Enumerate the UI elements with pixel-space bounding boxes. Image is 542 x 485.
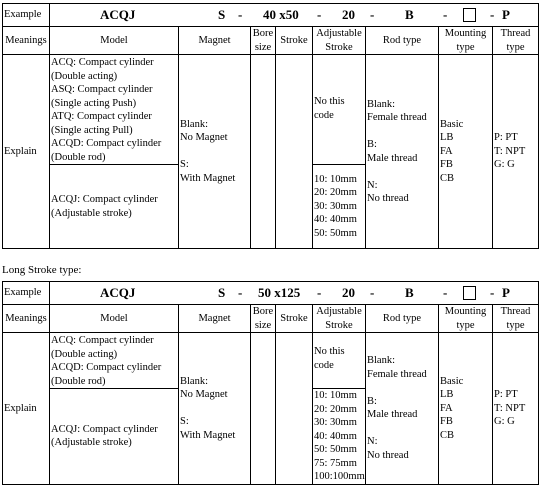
- cell-line: [367, 422, 437, 436]
- cell-line: Male thread: [367, 152, 418, 164]
- header-thread-type: Thread type: [493, 305, 539, 333]
- code-rod: B: [405, 285, 414, 300]
- cell-line: (Double rod): [51, 151, 106, 163]
- cell-line: FB: [440, 416, 453, 427]
- cell-line: B:: [367, 395, 377, 407]
- header-mounting-type: Mounting type: [439, 27, 493, 55]
- cell-line: [367, 381, 437, 395]
- code-series: ACQJ: [100, 7, 136, 22]
- cell-line: No Magnet: [180, 389, 228, 400]
- code-adjustable: 20: [342, 7, 355, 22]
- explain-row: [3, 55, 539, 165]
- cell-line: With Magnet: [180, 429, 236, 441]
- header-meanings: Meanings: [3, 305, 50, 333]
- code-sep: -: [490, 285, 495, 300]
- model-list-bottom: [50, 389, 179, 485]
- cell-line: FA: [440, 145, 453, 157]
- cell-line: ATQ: Compact cylinder: [51, 111, 152, 122]
- magnet-options: [179, 55, 251, 249]
- cell-line: Blank:: [180, 118, 208, 130]
- explain-label: Explain: [3, 55, 50, 249]
- code-option-box: [463, 286, 476, 300]
- cell-line: CB: [440, 429, 455, 441]
- cell-line: LB: [440, 389, 454, 400]
- cell-line: T: NPT: [494, 402, 526, 414]
- header-adjustable-stroke: Adjustable Stroke: [313, 305, 366, 333]
- rod-type-options: [366, 333, 439, 485]
- code-series: ACQJ: [100, 285, 136, 300]
- cell-line: code: [314, 109, 334, 121]
- model-list-top: [50, 333, 179, 389]
- cell-line: Basic: [440, 118, 464, 130]
- header-model: Model: [50, 305, 179, 333]
- code-thread: P: [502, 7, 510, 22]
- cell-line: [180, 145, 249, 159]
- thread-options: [493, 333, 539, 485]
- cell-line: G: G: [494, 159, 515, 171]
- header-stroke: Stroke: [276, 27, 313, 55]
- cell-line: code: [314, 359, 334, 371]
- mounting-options: [439, 333, 493, 485]
- code-size: 40 x50: [263, 7, 299, 22]
- cell-line: LB: [440, 132, 454, 144]
- cell-line: [367, 165, 437, 179]
- code-thread: P: [502, 285, 510, 300]
- code-magnet: S: [218, 285, 226, 300]
- cell-line: With Magnet: [180, 172, 236, 184]
- header-adjustable-stroke: Adjustable Stroke: [313, 27, 366, 55]
- cell-line: G: G: [494, 416, 515, 427]
- model-list-top: [50, 55, 179, 165]
- header-row: [3, 305, 539, 333]
- cell-line: ACQJ: Compact cylinder: [51, 194, 158, 205]
- cell-line: N:: [367, 179, 378, 191]
- code-size: 50 x125: [258, 285, 301, 300]
- header-thread-type: Thread type: [493, 27, 539, 55]
- long-stroke-caption: Long Stroke type:: [2, 264, 82, 276]
- code-sep: -: [238, 7, 243, 22]
- cell-line: 50: 50mm: [314, 227, 357, 239]
- example-label: Example: [3, 4, 50, 27]
- cell-line: (Double acting): [51, 348, 118, 360]
- example-row: [3, 4, 539, 27]
- spec-table-standard: [2, 3, 539, 249]
- spec-table-long-stroke: [2, 281, 539, 485]
- cell-line: No this: [314, 96, 345, 107]
- code-sep: -: [443, 7, 448, 22]
- cell-line: (Double rod): [51, 375, 106, 387]
- cell-line: Blank:: [367, 355, 395, 367]
- cell-line: 75: 75mm: [314, 457, 357, 469]
- cell-line: 10: 10mm: [314, 173, 357, 185]
- model-list-bottom: [50, 165, 179, 249]
- cell-line: P: PT: [494, 132, 518, 144]
- adjustable-values: [313, 165, 366, 249]
- cell-line: ACQJ: Compact cylinder: [51, 423, 158, 435]
- cell-line: [367, 125, 437, 139]
- header-stroke: Stroke: [276, 305, 313, 333]
- cell-line: No Magnet: [180, 132, 228, 144]
- cell-line: T: NPT: [494, 145, 526, 157]
- cell-line: S:: [180, 159, 189, 171]
- code-sep: -: [490, 7, 495, 22]
- thread-options: [493, 55, 539, 249]
- example-row: [3, 282, 539, 305]
- cell-line: Male thread: [367, 409, 418, 421]
- adjustable-values: [313, 389, 366, 485]
- stroke-cell: [276, 333, 313, 485]
- code-sep: -: [238, 285, 243, 300]
- cell-line: 10: 10mm: [314, 390, 357, 401]
- cell-line: 100:100mm: [314, 471, 365, 482]
- cell-line: 20: 20mm: [314, 187, 357, 199]
- cell-line: [180, 402, 249, 416]
- header-meanings: Meanings: [3, 27, 50, 55]
- cell-line: 30: 30mm: [314, 200, 357, 212]
- cell-line: N:: [367, 436, 378, 448]
- rod-type-options: [366, 55, 439, 249]
- cell-line: Female thread: [367, 112, 427, 123]
- header-magnet: Magnet: [179, 27, 251, 55]
- header-row: [3, 27, 539, 55]
- mounting-options: [439, 55, 493, 249]
- cell-line: P: PT: [494, 389, 518, 400]
- cell-line: 30: 30mm: [314, 417, 357, 428]
- header-model: Model: [50, 27, 179, 55]
- cell-line: Blank:: [367, 98, 395, 110]
- cell-line: 40: 40mm: [314, 430, 357, 442]
- cell-line: ACQD: Compact cylinder: [51, 362, 162, 373]
- cell-line: (Adjustable stroke): [51, 207, 132, 219]
- model-code: [50, 282, 539, 305]
- cell-line: FB: [440, 159, 453, 171]
- cell-line: FA: [440, 402, 453, 414]
- code-sep: -: [443, 285, 448, 300]
- explain-label: Explain: [3, 333, 50, 485]
- cell-line: CB: [440, 172, 455, 184]
- cell-line: ACQ: Compact cylinder: [51, 57, 154, 68]
- cell-line: (Single acting Pull): [51, 124, 133, 136]
- bore-size-cell: [251, 55, 276, 249]
- bore-size-cell: [251, 333, 276, 485]
- cell-line: 40: 40mm: [314, 214, 357, 226]
- code-sep: -: [370, 285, 375, 300]
- code-rod: B: [405, 7, 414, 22]
- code-sep: -: [317, 285, 322, 300]
- cell-line: ACQD: Compact cylinder: [51, 138, 162, 149]
- stroke-cell: [276, 55, 313, 249]
- header-mounting-type: Mounting type: [439, 305, 493, 333]
- cell-line: (Single acting Push): [51, 97, 137, 109]
- adjustable-none: [313, 333, 366, 389]
- header-magnet: Magnet: [179, 305, 251, 333]
- code-magnet: S: [218, 7, 226, 22]
- model-code: [50, 4, 539, 27]
- magnet-options: [179, 333, 251, 485]
- cell-line: No thread: [367, 193, 409, 204]
- code-sep: -: [317, 7, 322, 22]
- header-bore-size: Bore size: [251, 305, 276, 333]
- cell-line: ACQ: Compact cylinder: [51, 335, 154, 346]
- cell-line: S:: [180, 416, 189, 427]
- cell-line: (Double acting): [51, 70, 118, 82]
- cell-line: ASQ: Compact cylinder: [51, 84, 153, 95]
- cell-line: No thread: [367, 449, 409, 461]
- cell-line: Female thread: [367, 368, 427, 380]
- header-rod-type: Rod type: [366, 305, 439, 333]
- cell-line: (Adjustable stroke): [51, 437, 132, 449]
- code-adjustable: 20: [342, 285, 355, 300]
- cell-line: 50: 50mm: [314, 444, 357, 455]
- cell-line: 20: 20mm: [314, 403, 357, 415]
- code-sep: -: [370, 7, 375, 22]
- code-option-box: [463, 8, 476, 22]
- header-bore-size: Bore size: [251, 27, 276, 55]
- header-rod-type: Rod type: [366, 27, 439, 55]
- explain-row: [3, 333, 539, 389]
- adjustable-none: [313, 55, 366, 165]
- cell-line: Basic: [440, 375, 464, 387]
- cell-line: B:: [367, 139, 377, 150]
- example-label: Example: [3, 282, 50, 305]
- cell-line: Blank:: [180, 375, 208, 387]
- cell-line: No this: [314, 346, 345, 357]
